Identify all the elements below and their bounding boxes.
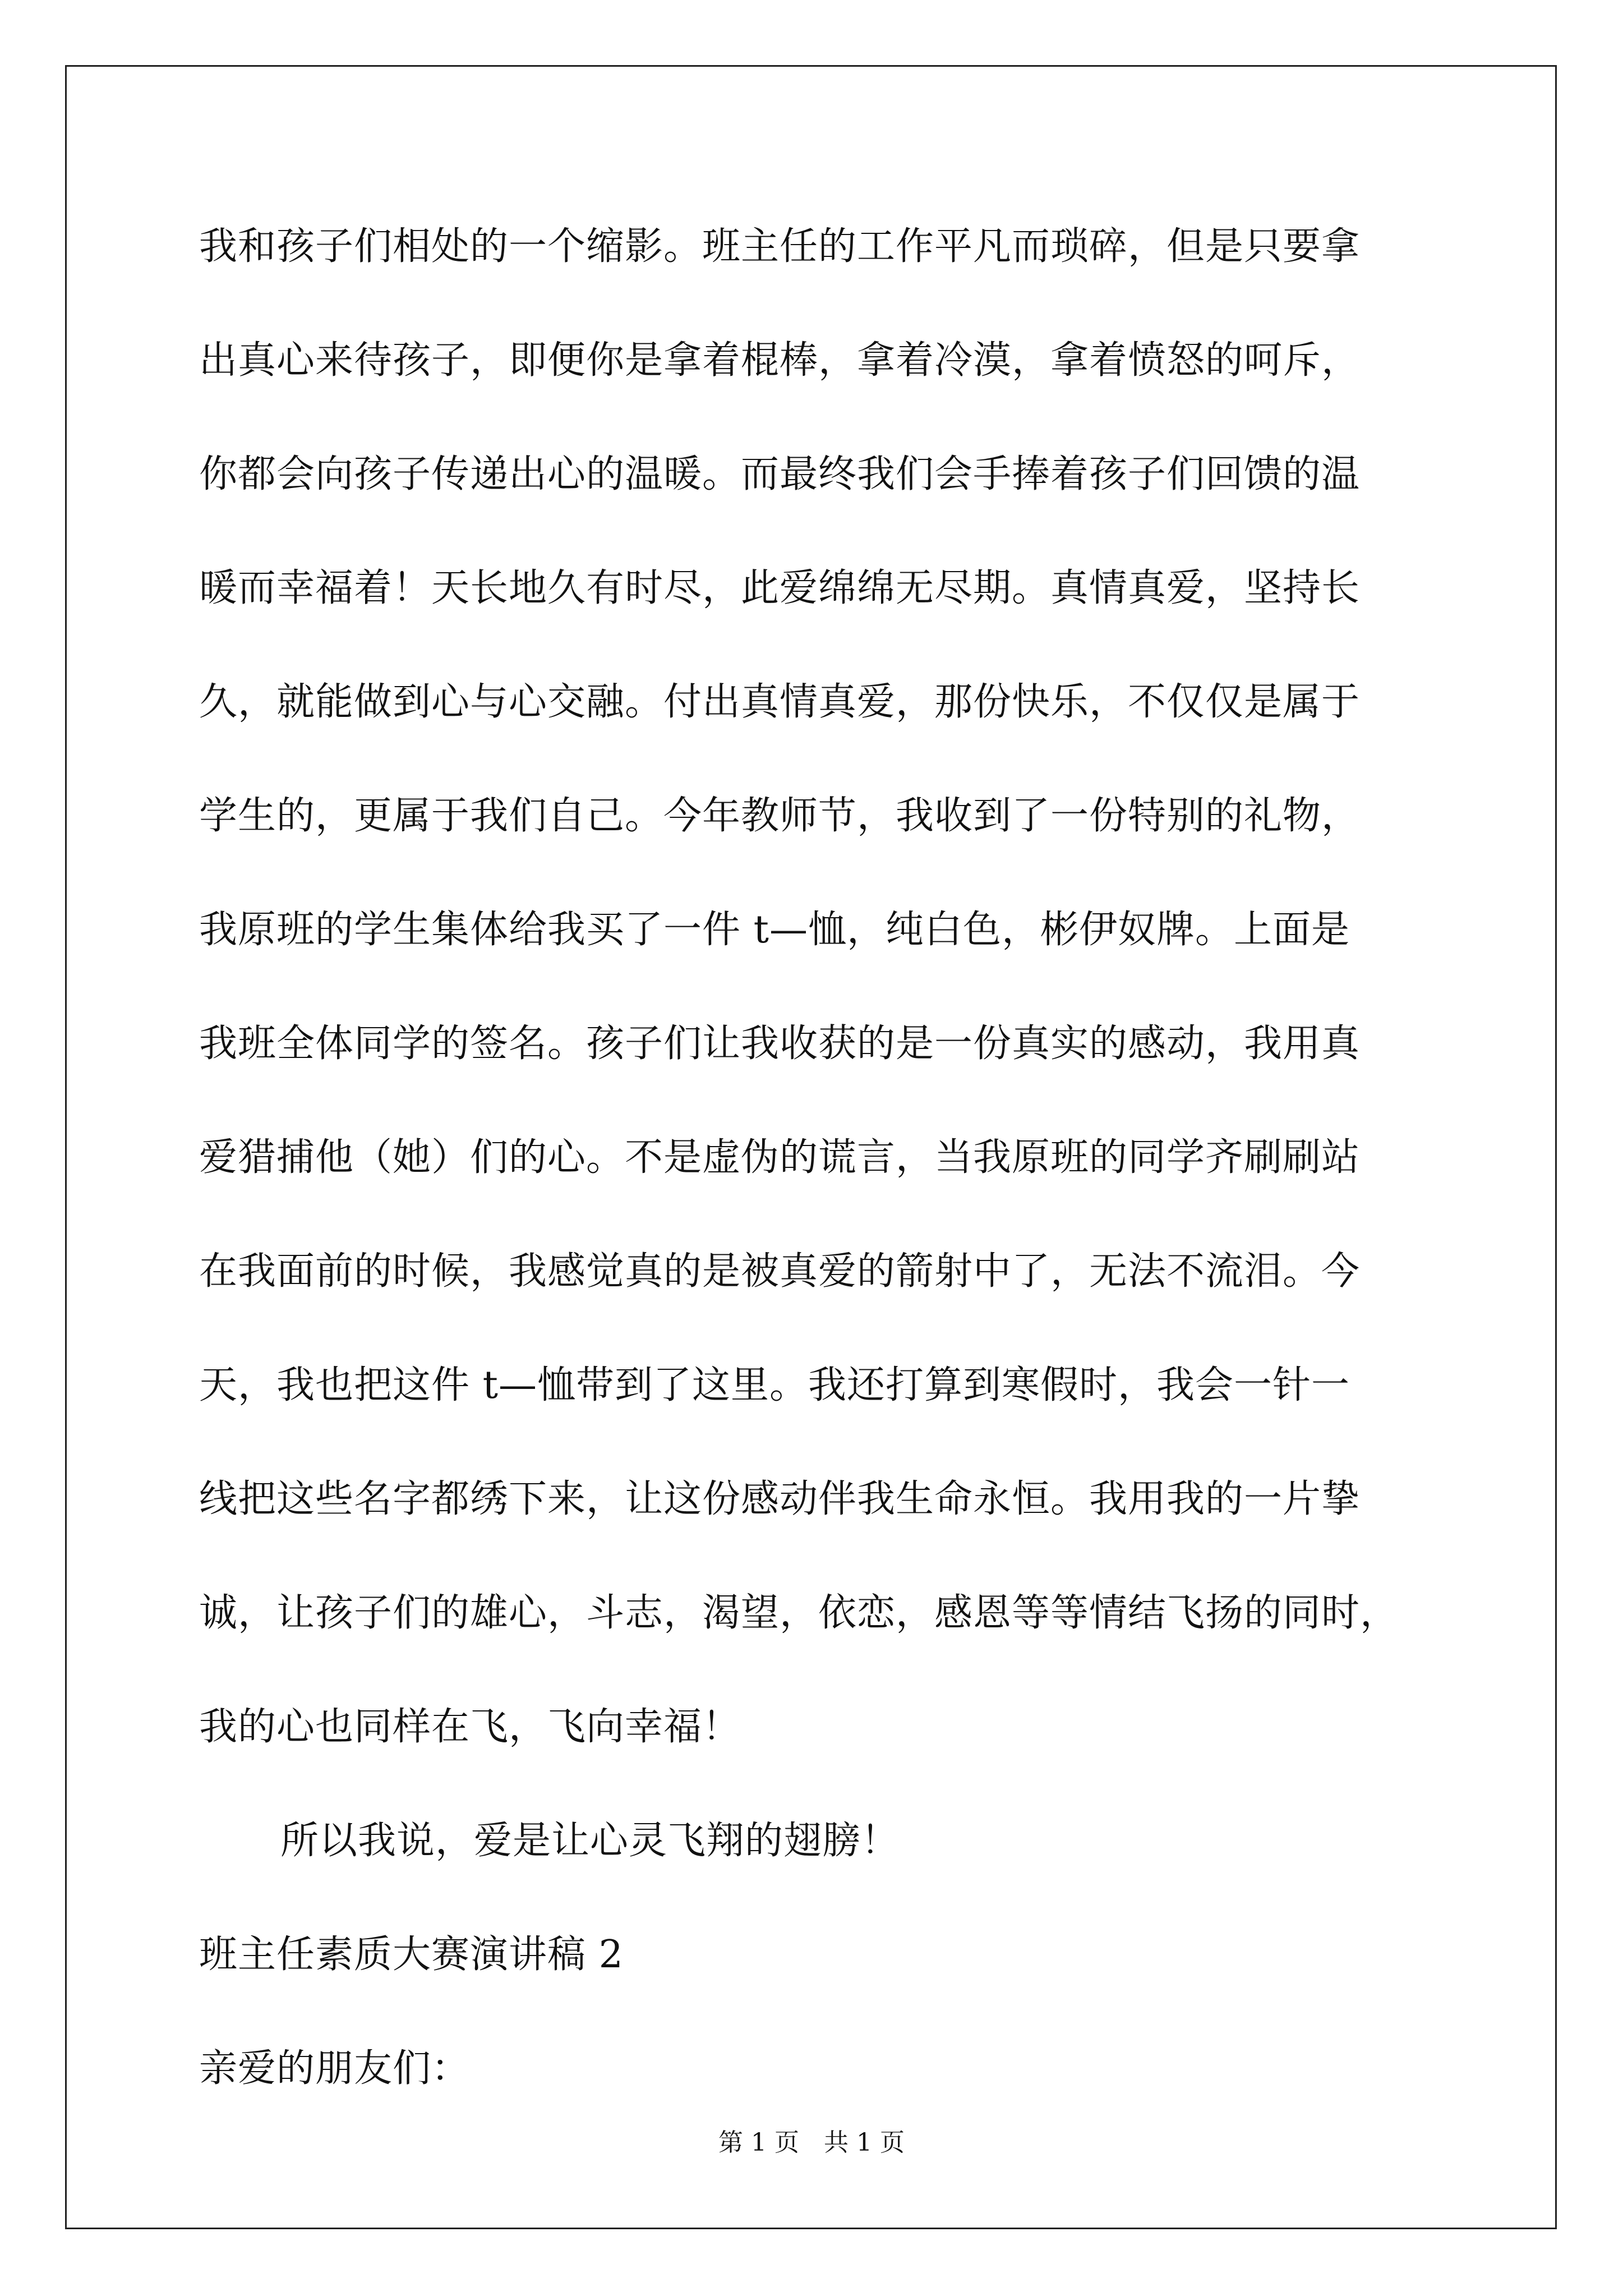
paragraph-line: 诚，让孩子们的雄心，斗志，渴望，依恋，感恩等等情结飞扬的同时，: [199, 1591, 1399, 1635]
paragraph-line: 我原班的学生集体给我买了一件 t—恤，纯白色，彬伊奴牌。上面是: [199, 908, 1350, 952]
page-footer: 第 1 页 共 1 页: [718, 2128, 905, 2157]
paragraph-line: 暖而幸福着！天长地久有时尽，此爱绵绵无尽期。真情真爱，坚持长: [199, 566, 1361, 610]
greeting: 亲爱的朋友们：: [199, 2046, 471, 2091]
paragraph-line: 天，我也把这件 t—恤带到了这里。我还打算到寒假时，我会一针一: [199, 1363, 1350, 1407]
paragraph-line: 我的心也同样在飞，飞向幸福！: [199, 1705, 741, 1749]
paragraph-line: 我和孩子们相处的一个缩影。班主任的工作平凡而琐碎，但是只要拿: [199, 224, 1361, 269]
paragraph-line: 我班全体同学的签名。孩子们让我收获的是一份真实的感动，我用真: [199, 1022, 1361, 1066]
paragraph-line: 出真心来待孩子，即便你是拿着棍棒，拿着冷漠，拿着愤怒的呵斥，: [199, 338, 1361, 383]
paragraph-line: 学生的，更属于我们自己。今年教师节，我收到了一份特别的礼物，: [199, 794, 1361, 838]
closing-paragraph: 所以我说，爱是让心灵飞翔的翅膀！: [280, 1819, 900, 1863]
section-title: 班主任素质大赛演讲稿 2: [199, 1932, 624, 1977]
document-body: [199, 219, 1467, 2155]
paragraph-line: 线把这些名字都绣下来，让这份感动伴我生命永恒。我用我的一片挚: [199, 1477, 1361, 1521]
paragraph-line: 在我面前的时候，我感觉真的是被真爱的箭射中了，无法不流泪。今: [199, 1249, 1361, 1294]
paragraph-line: 久，就能做到心与心交融。付出真情真爱，那份快乐，不仅仅是属于: [199, 680, 1361, 724]
paragraph-line: 爱猎捕他（她）们的心。不是虚伪的谎言，当我原班的同学齐刷刷站: [199, 1135, 1361, 1180]
paragraph-line: 你都会向孩子传递出心的温暖。而最终我们会手捧着孩子们回馈的温: [199, 452, 1361, 496]
